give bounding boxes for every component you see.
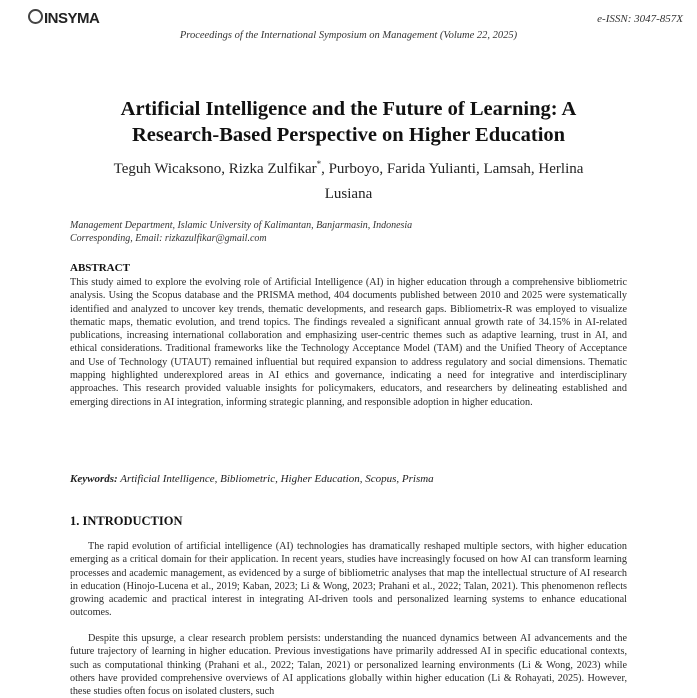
authors-line-1 [60,152,637,182]
abstract-text: This study aimed to explore the evolving role of Artificial Intelligence (AI) in higher education through a comprehensive bibliometric analysis. Using the Scopus database and the PRISMA method, 404 documents published between 2010 and 2025 were systematically identified and analyzed to uncover key trends, thematic developments, and research gaps. Bibliometrix-R was employed to visualize thematic maps, thematic evolution, and trend topics. The findings revealed a significant annual growth rate of 34.15% in AI-related publications, increasing international collaboration and emphasizing user-centric themes such as adaptive learning, trust in AI, and ethical considerations. Traditional frameworks like the Technology Acceptance Model (TAM) and the Unified Theory of Acceptance and Use of Technology (UTAUT) remained influential but required expansion to address regulatory and social dimensions. Thematic mapping highlighted underexplored areas in AI ethics and governance, indicating a need for integrative and interdisciplinary approaches. This research provided valuable insights for policymakers, educators, and researchers by delineating established and emerging directions in AI integration, informing strategic planning, and responsible adoption in higher education. [70,277,627,408]
affiliation: Management Department, Islamic University of Kalimantan, Banjarmasin, Indonesia [70,220,413,231]
keywords [70,473,434,485]
keywords-label: Keywords: [70,473,118,485]
logo-text: INSYMA [44,10,100,27]
authors-post: , Purboyo, Farida Yulianti, Lamsah, Herlina [321,161,584,177]
affiliation-block [70,219,412,245]
title-line-1: Artificial Intelligence and the Future of Learning: A [120,98,577,120]
corresponding-mark: * [316,159,322,169]
journal-name: Proceedings of the International Symposium on Management (Volume 22, 2025) [179,30,518,41]
intro-paragraph-2: Despite this upsurge, a clear research problem persists: understanding the nuanced dynamics between AI advancements and the future trajectory of learning in higher education. Previous investigations have primarily addressed AI in specific educational contexts, such as computational thinking (Prahani et al., 2022; Talan, 2021) or personalized learning environments (Li & Wong, 2023) while others have provided comprehensive overviews of AI applications globally within higher education (Li & Rohayati, 2025). However, these studies often focus on isolated clusters, such [70,633,627,698]
section-heading: 1. INTRODUCTION [70,514,183,528]
issn: e-ISSN: 3047-857X [597,13,683,25]
paper-title [40,96,657,148]
authors-pre: Teguh Wicaksono, Rizka Zulfikar [113,161,317,177]
logo-mark [28,9,99,27]
abstract-heading: ABSTRACT [70,262,130,274]
keywords-text: Artificial Intelligence, Bibliometric, Higher Education, Scopus, Prisma [120,473,434,485]
journal-logo [28,9,99,27]
authors-line-2: Lusiana [324,186,373,202]
title-line-2: Research-Based Perspective on Higher Education [131,124,566,146]
corresponding-email: Corresponding, Email: rizkazulfikar@gmail.com [70,233,267,244]
intro-paragraph-1: The rapid evolution of artificial intelligence (AI) technologies has dramatically reshaped multiple sectors, with higher education emerging as a critical domain for their application. In recent years, studies have increasingly focused on how AI can transform learning processes and academic management, as evidenced by a surge of bibliometric analyses that map the intellectual structure of AI research in education (Hinojo-Lucena et al., 2019; Kaban, 2023; Li & Wong, 2023; Prahani et al., 2022; Talan, 2021). This phenomenon reflects growing academic and practical interest in integrating AI-driven tools and personalized learning systems to enhance educational outcomes. [70,541,627,619]
authors [60,152,637,207]
logo-ring-icon [28,9,43,24]
